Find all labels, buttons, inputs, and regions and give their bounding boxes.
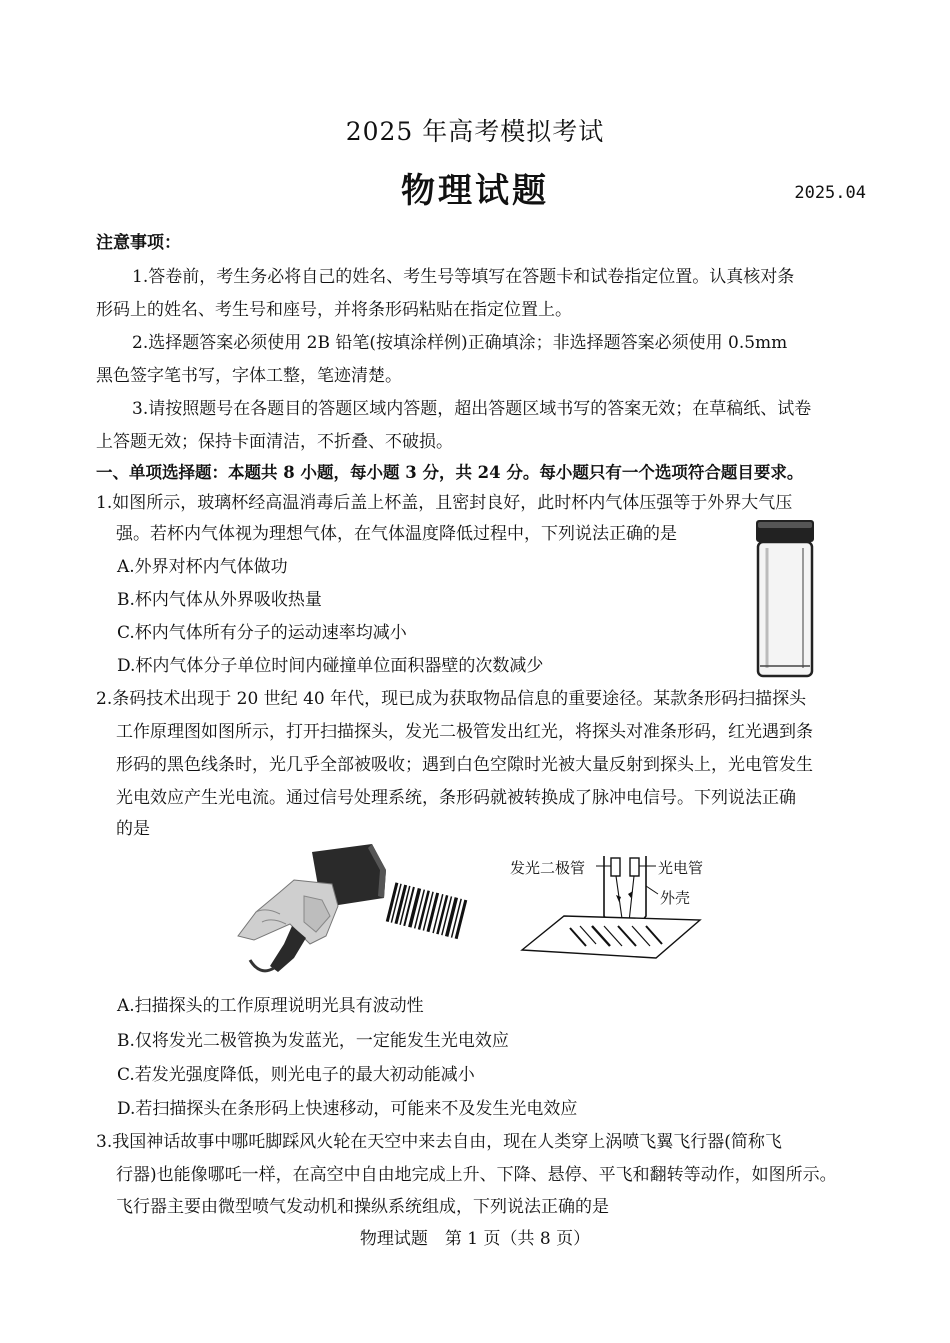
label-phototube: 光电管 [658,859,704,877]
page-footer: 物理试题 第 1 页（共 8 页） [359,1229,591,1249]
notice-line: 3.请按照题号在各题目的答题区域内答题，超出答题区域书写的答案无效；在草稿纸、试卷 [132,399,812,419]
label-shell: 外壳 [660,889,691,907]
q2-stem-line: 工作原理图如图所示，打开扫描探头，发光二极管发出红光，将探头对准条形码，红光遇到条 [116,722,813,742]
led-component [611,858,620,876]
q2-stem-line: 2.条码技术出现于 20 世纪 40 年代，现已成为获取物品信息的重要途径。某款条形码扫描探头 [96,689,807,709]
q2-option-a: A.扫描探头的工作原理说明光具有波动性 [117,996,424,1016]
q2-stem-line: 的是 [116,819,150,839]
q3-stem-line: 3.我国神话故事中哪吒脚踩风火轮在天空中来去自由，现在人类穿上涡喷飞翼飞行器(简称飞 [96,1132,782,1152]
notice-line: 黑色签字笔书写，字体工整，笔迹清楚。 [96,366,402,386]
exam-date: 2025.04 [794,183,866,203]
notice-line: 形码上的姓名、考生号和座号，并将条形码粘贴在指定位置上。 [96,300,572,320]
section-heading: 一、单项选择题：本题共 8 小题，每小题 3 分，共 24 分。每小题只有一个选项符合题目要求。 [96,463,804,482]
q1-stem-line: 1.如图所示，玻璃杯经高温消毒后盖上杯盖，且密封良好，此时杯内气体压强等于外界大气压 [96,493,793,513]
q1-option-c: C.杯内气体所有分子的运动速率均减小 [117,623,407,643]
barcode-scanner-photo [234,840,484,980]
q1-option-a: A.外界对杯内气体做功 [117,557,288,577]
glass-cup-figure [748,518,824,682]
q2-option-d: D.若扫描探头在条形码上快速移动，可能来不及发生光电效应 [117,1099,578,1119]
notice-line: 2.选择题答案必须使用 2B 铅笔(按填涂样例)正确填涂；非选择题答案必须使用 0.5mm [132,333,788,353]
q2-stem-line: 形码的黑色线条时，光几乎全部被吸收；遇到白色空隙时光被大量反射到探头上，光电管发生 [116,755,813,775]
phototube-component [630,858,639,876]
q1-option-d: D.杯内气体分子单位时间内碰撞单位面积器壁的次数减少 [117,656,544,676]
q2-option-b: B.仅将发光二极管换为发蓝光，一定能发生光电效应 [117,1031,509,1051]
q3-stem-line: 飞行器主要由微型喷气发动机和操纵系统组成，下列说法正确的是 [116,1197,609,1217]
notice-heading: 注意事项： [96,233,181,253]
barcode-paper [522,916,700,958]
q1-stem-line: 强。若杯内气体视为理想气体，在气体温度降低过程中，下列说法正确的是 [116,524,677,544]
q1-option-b: B.杯内气体从外界吸收热量 [117,590,322,610]
exam-title: 2025 年高考模拟考试 [345,117,605,146]
q3-stem-line: 行器)也能像哪吒一样，在高空中自由地完成上升、下降、悬停、平飞和翻转等动作，如图所示。 [116,1165,837,1185]
barcode [383,880,471,942]
q2-option-c: C.若发光强度降低，则光电子的最大初动能减小 [117,1065,475,1085]
notice-line: 上答题无效；保持卡面清洁，不折叠、不破损。 [96,432,453,452]
notice-line: 1.答卷前，考生务必将自己的姓名、考生号等填写在答题卡和试卷指定位置。认真核对条 [132,267,795,287]
label-led: 发光二极管 [510,859,586,877]
subject-title: 物理试题 [401,171,549,211]
q2-stem-line: 光电效应产生光电流。通过信号处理系统，条形码就被转换成了脉冲电信号。下列说法正确 [116,788,796,808]
